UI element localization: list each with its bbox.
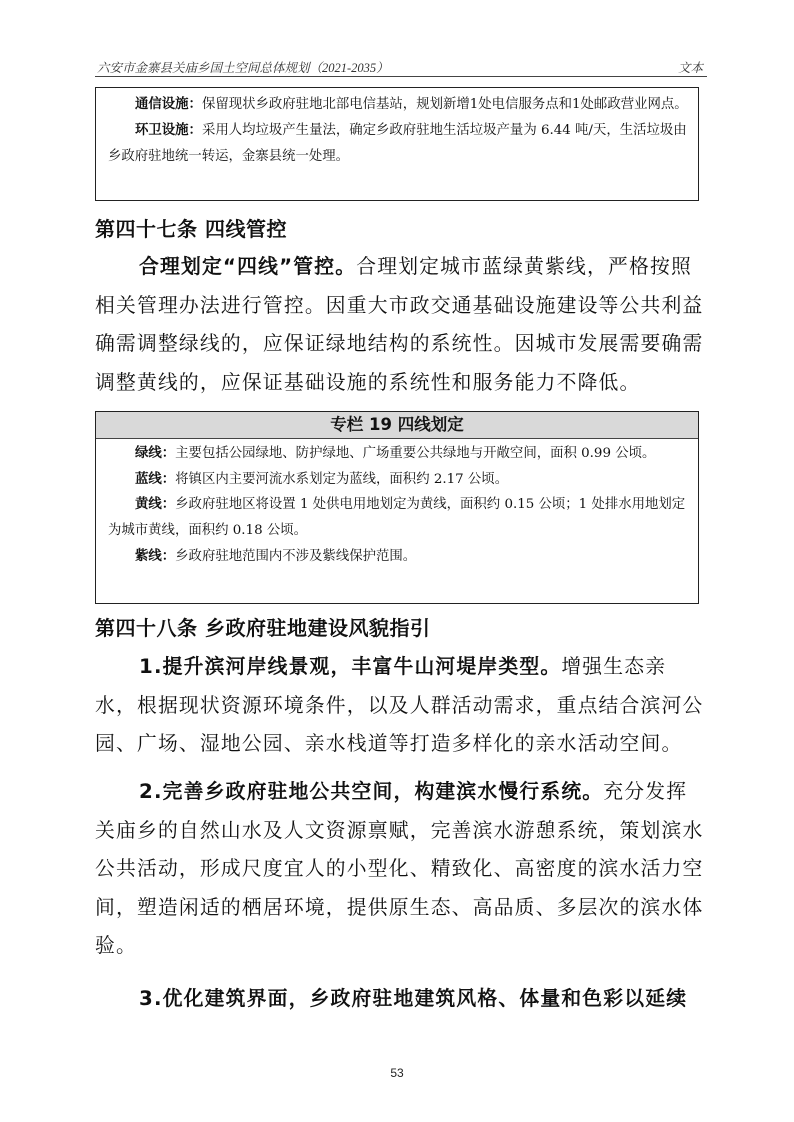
article-47-lead: 合理划定“四线”管控。 (139, 255, 357, 278)
header-title: 六安市金寨县关庙乡国土空间总体规划（2021-2035） (97, 61, 389, 75)
item-1-lead: 1.提升滨河岸线景观，丰富牛山河堤岸类型。 (139, 655, 562, 678)
item-3-lead: 3.优化建筑界面，乡政府驻地建筑风格、体量和色彩以延续 (139, 987, 688, 1010)
article-48-item-3 (95, 980, 707, 1019)
telecom-paragraph (108, 92, 688, 118)
yellow-line-label: 黄线： (135, 497, 176, 513)
page-number: 53 (390, 1066, 404, 1080)
yellow-line-text: 乡政府驻地区将设置 1 处供电用地划定为黄线，面积约 0.15 公顷；1 处排水用地划定为城市黄线，面积约 0.18 公顷。 (108, 497, 686, 539)
blue-line-text: 将镇区内主要河流水系划定为蓝线，面积约 2.17 公顷。 (175, 471, 509, 487)
sanitation-text: 采用人均垃圾产生量法，确定乡政府驻地生活垃圾产量为 6.44 吨/天，生活垃圾由乡政府驻地统一转运，金寨县统一处理。 (108, 123, 687, 164)
facilities-box (95, 87, 699, 201)
item-2-lead: 2.完善乡政府驻地公共空间，构建滨水慢行系统。 (139, 780, 604, 803)
article-47-heading: 第四十七条 四线管控 (95, 217, 287, 241)
column-19-box (95, 411, 699, 604)
purple-line-label: 紫线： (135, 548, 176, 564)
column-19-title: 专栏 19 四线划定 (96, 412, 698, 439)
green-line-text: 主要包括公园绿地、防护绿地、广场重要公共绿地与开敞空间，面积 0.99 公顷。 (175, 446, 656, 461)
sanitation-paragraph (108, 118, 688, 170)
sanitation-label: 环卫设施： (135, 123, 202, 138)
telecom-text: 保留现状乡政府驻地北部电信基站，规划新增1处电信服务点和1处邮政营业网点。 (201, 97, 688, 112)
article-48-heading: 第四十八条 乡政府驻地建设风貌指引 (95, 616, 431, 640)
telecom-label: 通信设施： (135, 97, 202, 112)
item-1-text: 增强生态亲水，根据现状资源环境条件，以及人群活动需求，重点结合滨河公园、广场、湿地公园、亲水栈道等打造多样化的亲水活动空间。 (95, 655, 704, 755)
article-47-body (95, 248, 707, 402)
blue-line-label: 蓝线： (135, 471, 176, 487)
header-doc-type: 文本 (677, 61, 703, 75)
item-2-text: 充分发挥关庙乡的自然山水及人文资源禀赋，完善滨水游憩系统，策划滨水公共活动，形成尺度宜人的小型化、精致化、高密度的滨水活力空间，塑造闲适的栖居环境，提供原生态、高品质、多层次的滨水体验。 (95, 780, 704, 957)
green-line-item (108, 441, 688, 467)
article-48-item-2 (95, 773, 707, 966)
article-47-text: 合理划定城市蓝绿黄紫线，严格按照相关管理办法进行管控。因重大市政交通基础设施建设等公共利益确需调整绿线的，应保证绿地结构的系统性。因城市发展需要确需调整黄线的，应保证基础设施的系统性和服务能力不降低。 (95, 255, 704, 394)
blue-line-item (108, 467, 688, 493)
article-48-item-1 (95, 648, 707, 764)
green-line-label: 绿线： (135, 446, 176, 461)
purple-line-item (108, 544, 688, 570)
yellow-line-item (108, 492, 688, 543)
purple-line-text: 乡政府驻地范围内不涉及紫线保护范围。 (175, 548, 417, 564)
page-header (95, 54, 707, 77)
